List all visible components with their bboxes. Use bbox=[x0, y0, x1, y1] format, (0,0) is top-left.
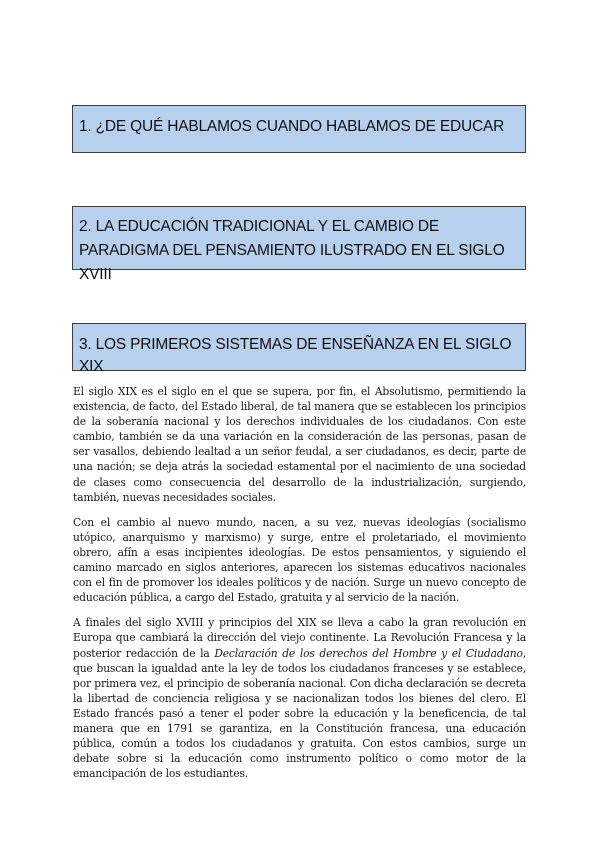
section-heading-1-text: 1. ¿DE QUÉ HABLAMOS CUANDO HABLAMOS DE EDUCAR bbox=[79, 118, 505, 135]
paragraph-3 bbox=[73, 615, 526, 781]
paragraph-3-start: A finales del siglo XVIII y principios del XIX se lleva a cabo la gran revolución en Europa que cambiará la dirección del viejo continente. La Revolución Francesa y la posterior redacción de la bbox=[73, 616, 526, 660]
section-heading-3-text: 3. LOS PRIMEROS SISTEMAS DE ENSEÑANZA EN EL SIGLO XIX bbox=[79, 336, 512, 375]
declaration-title: Declaración de los derechos del Hombre y el Ciudadano bbox=[214, 646, 523, 660]
section-heading-1 bbox=[72, 105, 526, 153]
section-heading-3 bbox=[72, 323, 526, 375]
paragraph-3-end: , que buscan la igualdad ante la ley de todos los ciudadanos franceses y se establece, por primera vez, el principio de soberanía nacional. Con dicha declaración se decreta la libertad de conciencia religiosa y se nacionalizan todos los bienes del clero. El Estado francés pasó a tener el poder sobre la educación y la beneficencia, de tal manera que en 1791 se garantiza, en la Constitución francesa, una educación pública, común a todos los ciudadanos y gratuita. Con estos cambios, surge un debate sobre si la educación como instrumento político o como motor de la emancipación de los estudiantes. bbox=[73, 646, 527, 781]
section-heading-2-text: 2. LA EDUCACIÓN TRADICIONAL Y EL CAMBIO DE PARADIGMA DEL PENSAMIENTO ILUSTRADO EN EL SIGLO XVIII bbox=[79, 218, 505, 283]
section-heading-2 bbox=[72, 206, 526, 283]
section-3-body bbox=[73, 384, 526, 791]
paragraph-1: El siglo XIX es el siglo en el que se supera, por fin, el Absolutismo, permitiendo la existencia, de facto, del Estado liberal, de tal manera que se establecen los principios de la soberanía nacional y los derechos individuales de los ciudadanos. Con este cambio, también se da una variación en la consideración de las personas, pasan de ser vasallos, debiendo lealtad a un señor feudal, a ser ciudadanos, es decir, parte de una nación; se deja atrás la sociedad estamental por el nacimiento de una sociedad de clases como consecuencia del desarrollo de la industrialización, surgiendo, también, nuevas necesidades sociales. bbox=[73, 385, 526, 504]
paragraph-2: Con el cambio al nuevo mundo, nacen, a su vez, nuevas ideologías (socialismo utópico, anarquismo y marxismo) y surge, entre el proletariado, el movimiento obrero, afín a esas incipientes ideologías. De estos pensamientos, y siguiendo el camino marcado en siglos anteriores, aparecen los sistemas educativos nacionales con el fin de promover los ideales políticos y de nación. Surge un nuevo concepto de educación pública, a cargo del Estado, gratuita y al servicio de la nación. bbox=[73, 515, 526, 605]
